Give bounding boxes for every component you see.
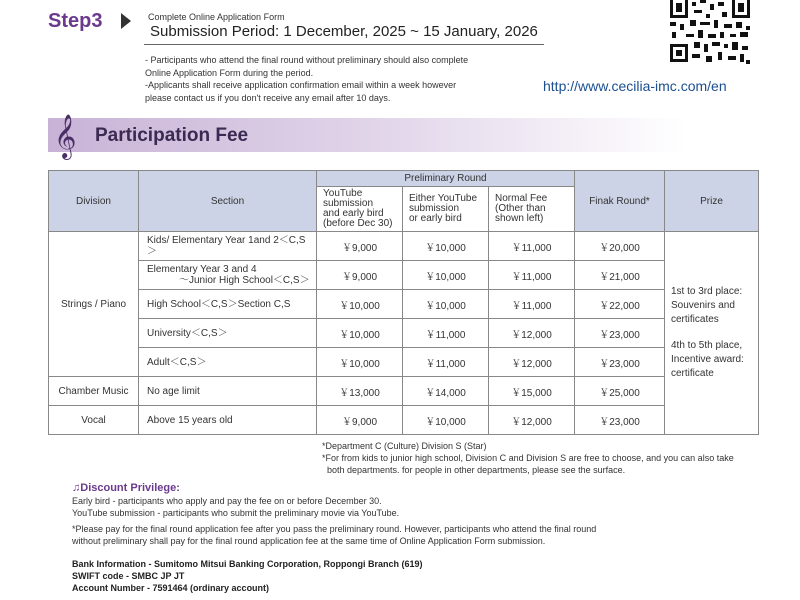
treble-clef-icon: 𝄞 <box>54 114 77 158</box>
section-text: High School＜C,S＞Section C,S <box>147 298 291 310</box>
price-either: ￥11,000 <box>403 348 489 377</box>
section-text: Elementary Year 3 and 4 <box>147 264 257 275</box>
price-either: ￥10,000 <box>403 406 489 435</box>
price-final: ￥22,000 <box>575 290 665 319</box>
price-normal: ￥12,000 <box>489 406 575 435</box>
price-final: ￥20,000 <box>575 232 665 261</box>
header-line: Either YouTube <box>409 193 478 204</box>
price-either: ￥10,000 <box>403 290 489 319</box>
note-line: -Applicants shall receive application confirmation email within a week however <box>145 80 457 90</box>
footnote-line: *Department C (Culture) Division S (Star) <box>322 441 487 451</box>
section-text: Adult＜C,S＞ <box>147 356 207 368</box>
prize-line: 4th to 5th place, <box>671 340 743 351</box>
price-youtube: ￥9,000 <box>317 261 403 290</box>
prize-line: Incentive award: <box>671 354 744 365</box>
submission-period: Submission Period: 1 December, 2025 ~ 15 January, 2026 <box>150 23 538 40</box>
section-cell <box>139 319 317 348</box>
section-text-2: ～Junior High School＜C,S＞ <box>179 275 310 286</box>
price-youtube: ￥10,000 <box>317 290 403 319</box>
header-line: Normal Fee <box>495 193 548 204</box>
table-row <box>49 348 759 377</box>
prize-line: certificate <box>671 368 714 379</box>
prize-line: certificates <box>671 314 719 325</box>
price-either: ￥10,000 <box>403 261 489 290</box>
price-final: ￥25,000 <box>575 377 665 406</box>
price-normal: ￥15,000 <box>489 377 575 406</box>
note-line: Online Application Form during the period. <box>145 67 314 78</box>
price-youtube: ￥10,000 <box>317 319 403 348</box>
header-prize: Prize <box>665 171 759 232</box>
header-final: Finak Round* <box>575 171 665 232</box>
header-line: (Other than shown left) <box>495 203 546 224</box>
section-cell <box>139 348 317 377</box>
price-final: ￥23,000 <box>575 319 665 348</box>
price-final: ￥23,000 <box>575 406 665 435</box>
step-arrow-icon <box>121 13 131 29</box>
section-cell <box>139 261 317 290</box>
section-cell: No age limit <box>139 377 317 406</box>
section-text: Kids/ Elementary Year 1and 2＜C,S＞ <box>147 235 306 257</box>
footnote-line: both departments. for people in other departments, please see the surface. <box>327 465 626 475</box>
form-title: Complete Online Application Form <box>148 12 285 22</box>
price-youtube: ￥9,000 <box>317 406 403 435</box>
division-vocal: Vocal <box>49 406 139 435</box>
header-line: or early bird <box>409 213 462 224</box>
note-line: - Participants who attend the final round without preliminary should also complete <box>145 55 469 65</box>
bank-line: Bank Information - Sumitomo Mitsui Banking Corporation, Roppongi Branch (619) <box>72 559 423 569</box>
table-row <box>49 261 759 290</box>
header-line: and early bird <box>323 208 384 219</box>
division-strings-piano: Strings / Piano <box>49 232 139 377</box>
discount-line: without preliminary shall pay for the final round application fee at the same time of Online Application Form submission. <box>72 535 546 546</box>
qr-code-icon <box>666 0 754 66</box>
section-cell <box>139 232 317 261</box>
bank-line: Account Number - 7591464 (ordinary account) <box>72 583 270 593</box>
price-youtube: ￥13,000 <box>317 377 403 406</box>
prize-line: 1st to 3rd place: <box>671 286 743 297</box>
fee-section-title: Participation Fee <box>95 125 249 146</box>
prize-spacer <box>671 327 752 339</box>
header-line: (before Dec 30) <box>323 218 393 229</box>
header-normal <box>489 187 575 232</box>
header-line: submission <box>409 203 460 214</box>
table-row <box>49 377 759 406</box>
period-underline <box>144 44 544 45</box>
section-cell <box>139 290 317 319</box>
section-cell: Above 15 years old <box>139 406 317 435</box>
discount-title: ♫Discount Privilege: <box>72 482 180 494</box>
price-youtube: ￥10,000 <box>317 348 403 377</box>
price-normal: ￥12,000 <box>489 348 575 377</box>
fee-table <box>48 170 759 435</box>
price-either: ￥10,000 <box>403 232 489 261</box>
website-link[interactable]: http://www.cecilia-imc.com/en <box>543 78 727 94</box>
footnote-line: *For from kids to junior high school, Division C and Division S are free to choose, and you can also take <box>322 453 734 463</box>
bank-line: SWIFT code - SMBC JP JT <box>72 571 185 581</box>
division-chamber-music: Chamber Music <box>49 377 139 406</box>
price-normal: ￥11,000 <box>489 232 575 261</box>
price-final: ￥21,000 <box>575 261 665 290</box>
header-division: Division <box>49 171 139 232</box>
header-youtube <box>317 187 403 232</box>
discount-body <box>72 496 722 547</box>
table-row <box>49 232 759 261</box>
discount-line: YouTube submission - participants who submit the preliminary movie via YouTube. <box>72 507 400 518</box>
price-normal: ￥11,000 <box>489 290 575 319</box>
note-line: please contact us if you don't receive any email after 10 days. <box>145 92 391 103</box>
header-section: Section <box>139 171 317 232</box>
table-row <box>49 319 759 348</box>
header-line: YouTube submission <box>323 188 374 209</box>
discount-line: *Please pay for the final round application fee after you pass the preliminary round. However, participants who attend the final round <box>72 524 597 534</box>
table-footnotes <box>322 440 762 476</box>
prize-line: Souvenirs and <box>671 300 735 311</box>
section-text: University＜C,S＞ <box>147 327 228 339</box>
table-row <box>49 406 759 435</box>
header-preliminary: Preliminary Round <box>317 171 575 187</box>
prize-cell <box>665 232 759 435</box>
discount-line: Early bird - participants who apply and pay the fee on or before December 30. <box>72 496 382 506</box>
price-either: ￥14,000 <box>403 377 489 406</box>
header-either <box>403 187 489 232</box>
bank-info <box>72 558 423 594</box>
price-normal: ￥11,000 <box>489 261 575 290</box>
price-final: ￥23,000 <box>575 348 665 377</box>
table-row <box>49 290 759 319</box>
price-normal: ￥12,000 <box>489 319 575 348</box>
price-youtube: ￥9,000 <box>317 232 403 261</box>
step-label: Step3 <box>48 10 103 32</box>
application-notes <box>145 54 468 104</box>
price-either: ￥11,000 <box>403 319 489 348</box>
